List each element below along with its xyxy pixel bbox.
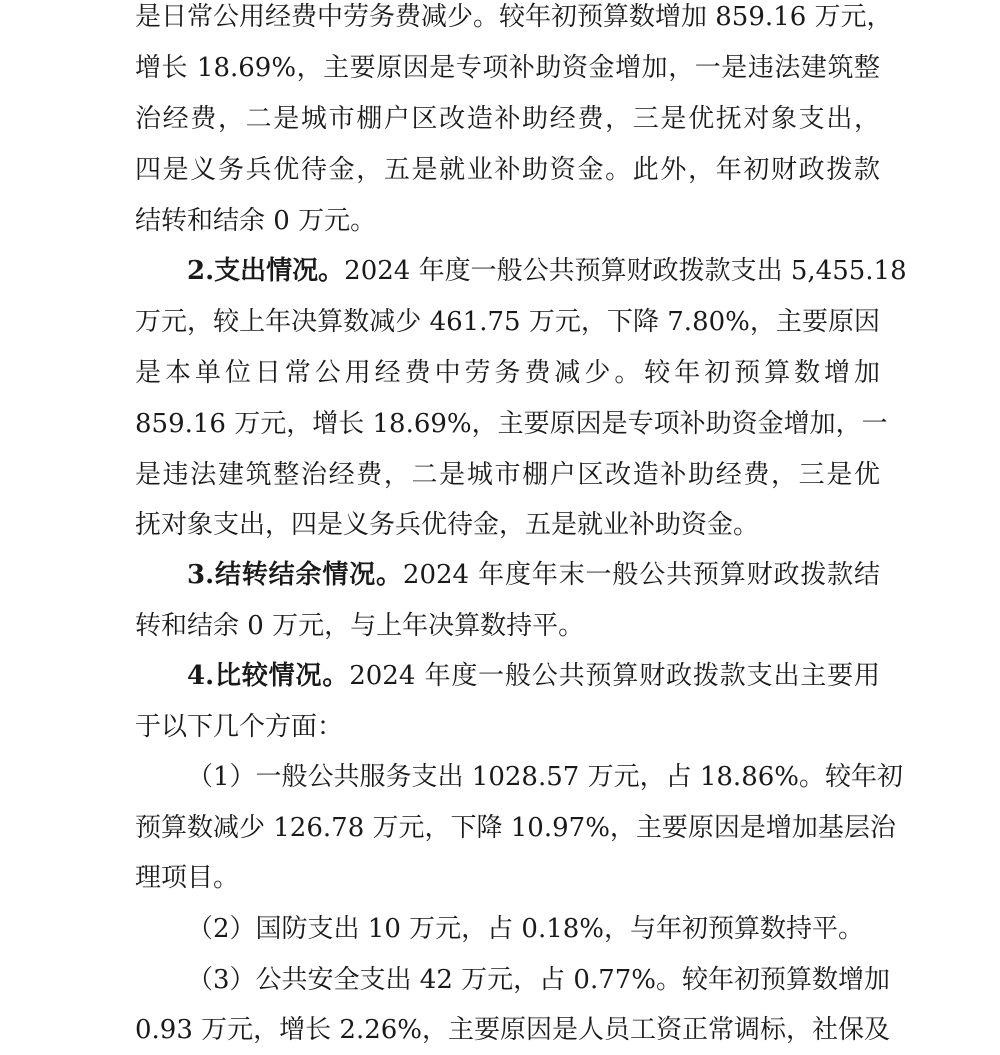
section-heading: 4.比较情况。 xyxy=(187,661,350,691)
text-line: （2）国防支出 10 万元，占 0.18%，与年初预算数持平。 xyxy=(187,914,865,944)
section-heading: 2.支出情况。 xyxy=(187,256,345,286)
text-run: 2024 年度年末一般公共预算财政拨款结 xyxy=(402,560,880,590)
text-run: 2024 年度一般公共预算财政拨款支出 5,455.18 xyxy=(344,256,907,286)
paragraph-first-line xyxy=(135,550,880,600)
text-line: 转和结余 0 万元，与上年决算数持平。 xyxy=(135,611,585,641)
text-line: 是违法建筑整治经费，二是城市棚户区改造补助经费，三是优 xyxy=(135,460,880,490)
text-line: 是本单位日常公用经费中劳务费减少。较年初预算数增加 xyxy=(135,358,880,388)
text-line: 增长 18.69%，主要原因是专项补助资金增加，一是违法建筑整 xyxy=(135,53,880,83)
text-line: 859.16 万元，增长 18.69%，主要原因是专项补助资金增加，一 xyxy=(135,409,888,439)
paragraph-first-line xyxy=(135,651,880,701)
text-line: （1）一般公共服务支出 1028.57 万元，占 18.86%。较年初 xyxy=(187,762,903,792)
text-line: 理项目。 xyxy=(135,863,240,893)
text-line: 万元，较上年决算数减少 461.75 万元，下降 7.80%，主要原因 xyxy=(135,307,880,337)
text-line: 抚对象支出，四是义务兵优待金，五是就业补助资金。 xyxy=(135,510,760,540)
text-line: 四是义务兵优待金，五是就业补助资金。此外，年初财政拨款 xyxy=(135,155,880,185)
text-line: 预算数减少 126.78 万元，下降 10.97%，主要原因是增加基层治 xyxy=(135,813,896,843)
text-line: 是日常公用经费中劳务费减少。较年初预算数增加 859.16 万元， xyxy=(135,2,893,32)
paragraph-first-line xyxy=(135,246,907,296)
text-line: 结转和结余 0 万元。 xyxy=(135,206,377,236)
text-line: 治经费，二是城市棚户区改造补助经费，三是优抚对象支出， xyxy=(135,104,880,134)
text-line: （3）公共安全支出 42 万元，占 0.77%。较年初预算数增加 xyxy=(187,965,891,995)
section-heading: 3.结转结余情况。 xyxy=(187,560,403,590)
text-line: 于以下几个方面： xyxy=(135,712,344,742)
text-run: 2024 年度一般公共预算财政拨款支出主要用 xyxy=(349,661,880,691)
text-line: 0.93 万元，增长 2.26%，主要原因是人员工资正常调标，社保及 xyxy=(135,1015,891,1045)
